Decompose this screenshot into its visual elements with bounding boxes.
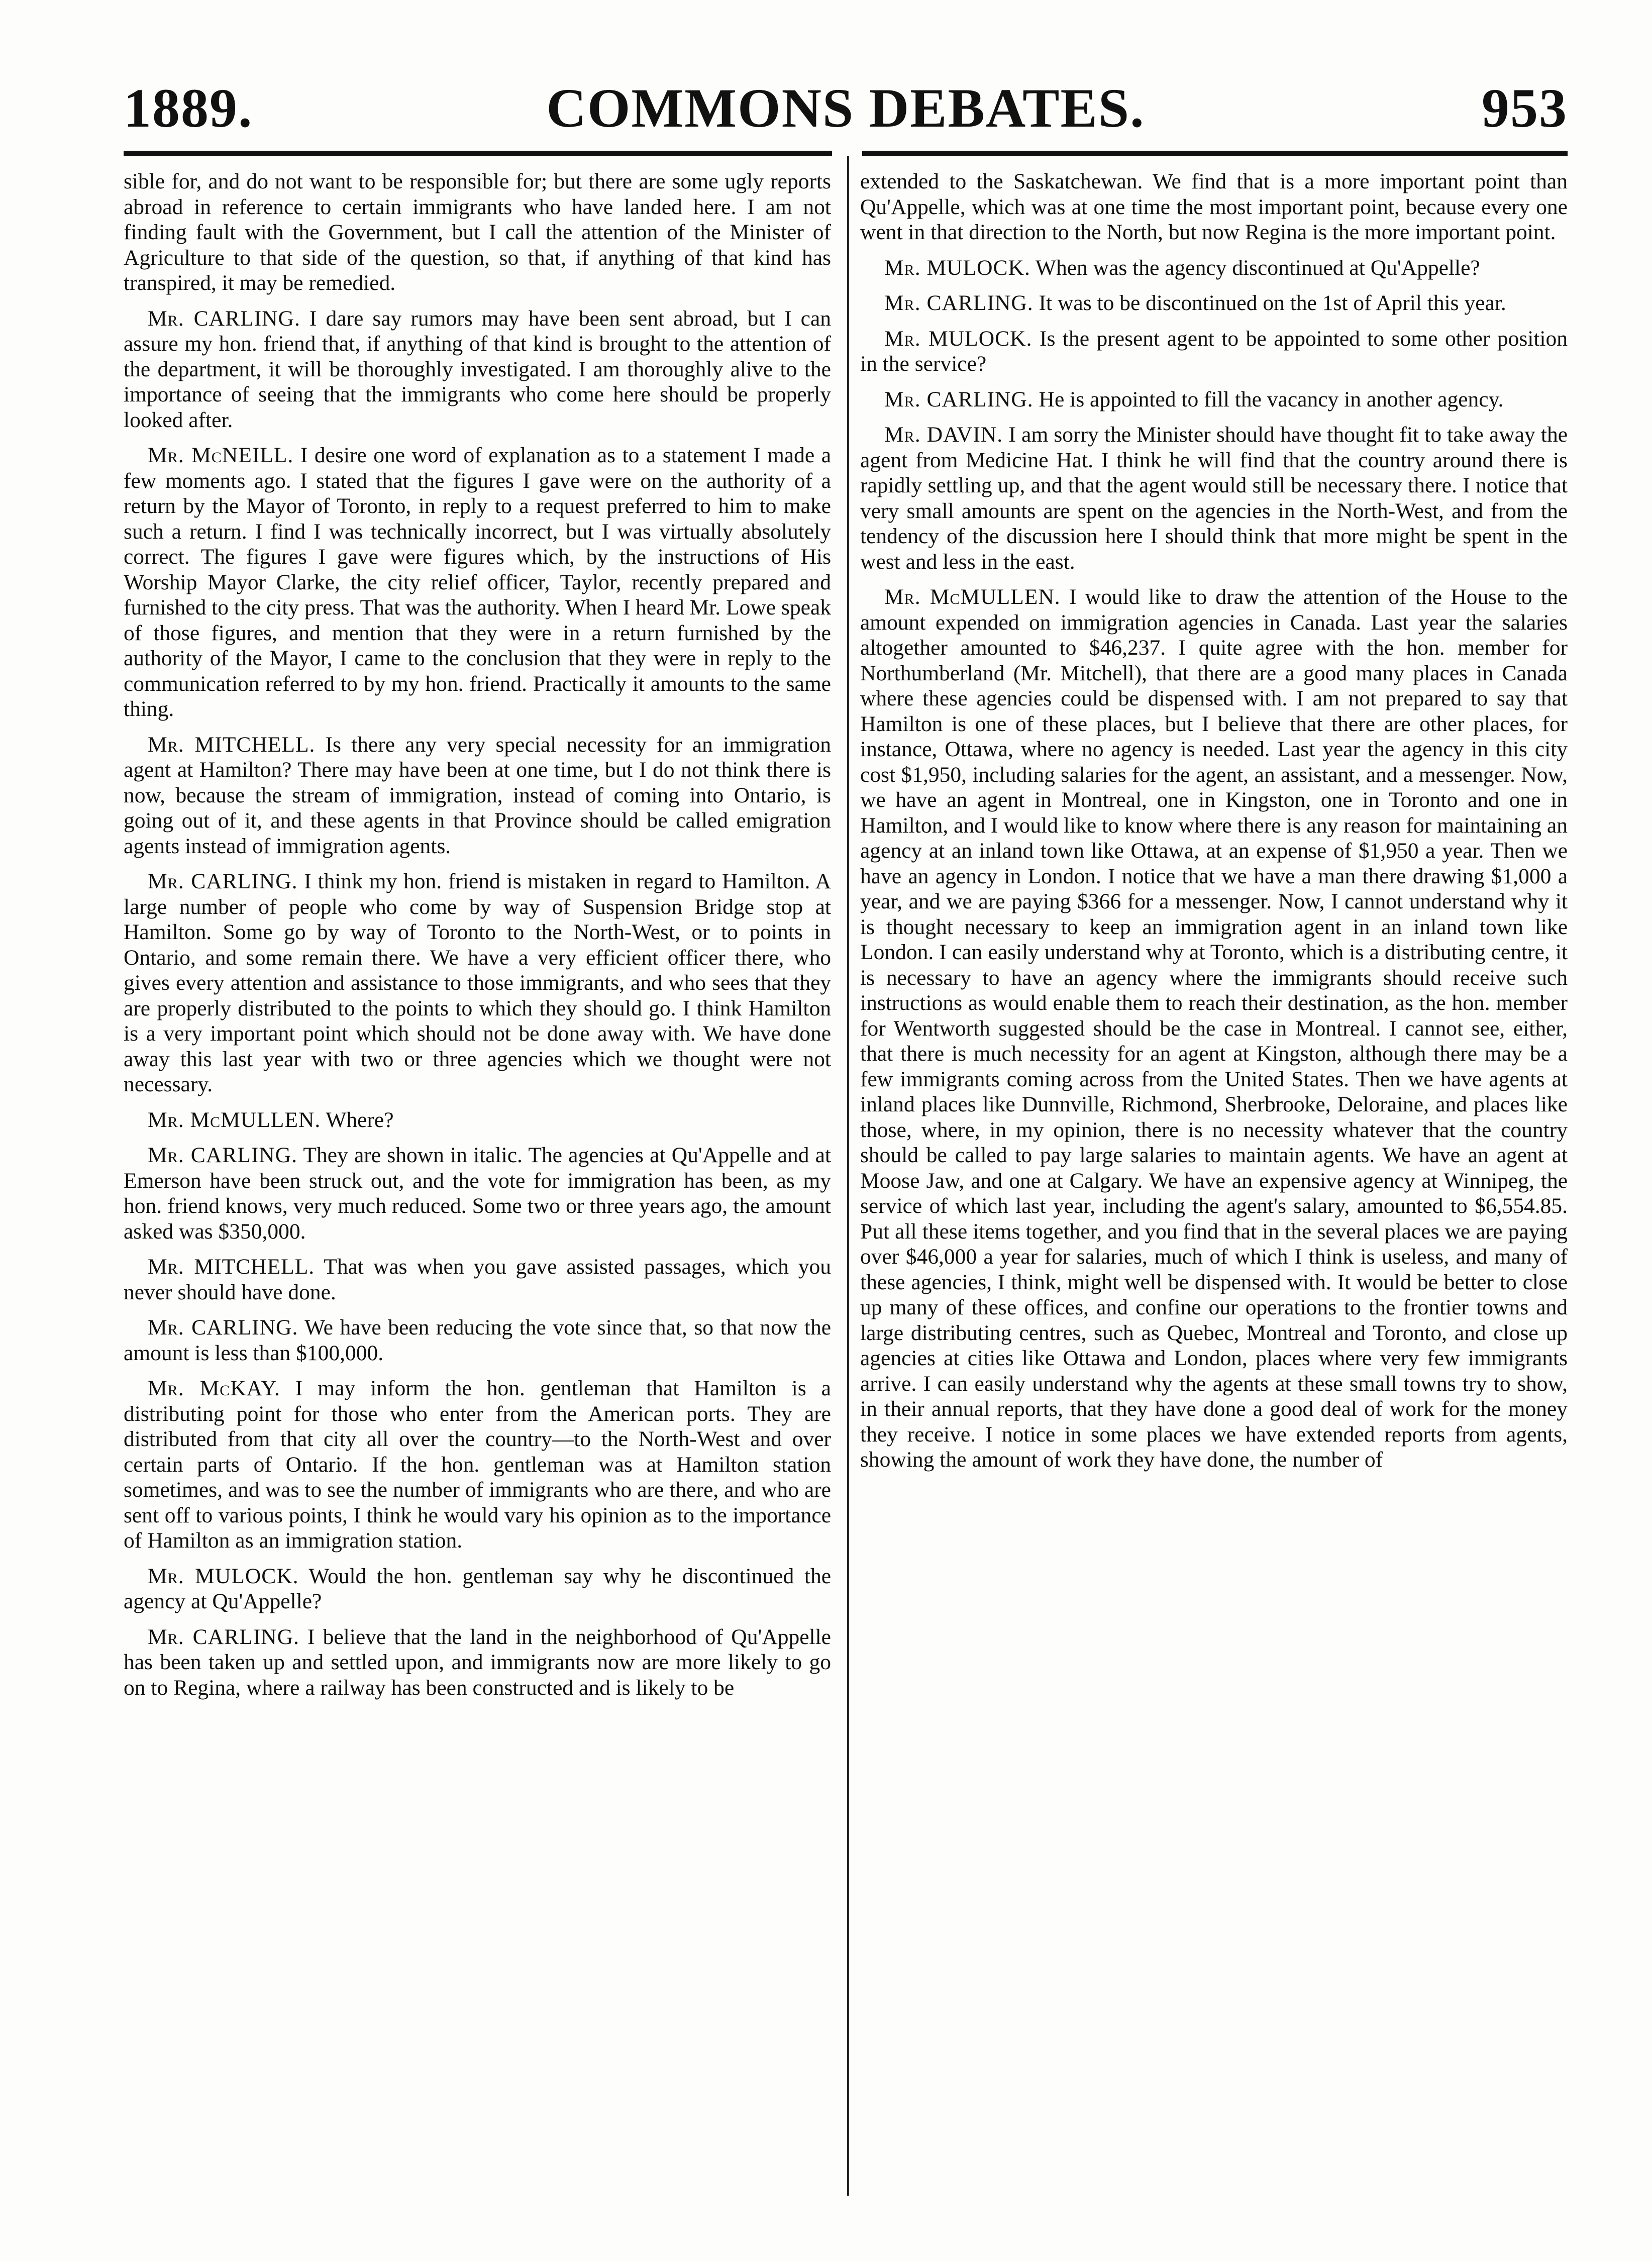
paragraph-text: I am sorry the Minister should have thought fit to take away the agent from Medicine Hat. I think he will find that the country around there is rapidly settling up, and that the agent would still be necessary there. I notice that very small amounts are spent on the agencies in the North-West, and from the tendency of the discussion here I should think that more might be spent in the west and less in the east. (860, 423, 1568, 574)
column-divider (847, 156, 849, 2196)
header-year: 1889. (124, 77, 253, 139)
speaker-name: Mr. CARLING. (884, 387, 1034, 412)
right-column (860, 169, 1568, 1483)
speaker-name: Mr. MULOCK. (148, 1564, 299, 1588)
speaker-name: Mr. McMULLEN. (884, 585, 1061, 609)
speaker-name: Mr. MITCHELL. (148, 1255, 315, 1279)
speaker-name: Mr. McMULLEN. (148, 1107, 321, 1132)
paragraph (860, 387, 1568, 413)
paragraph-text: sible for, and do not want to be responsible for; but there are some ugly reports abroad in reference to certain immigrants who have landed here. I am not finding fault with the Government, but I call the attention of the Minister of Agriculture to that side of the question, so that, if anything of that kind has transpired, it may be remedied. (124, 169, 831, 295)
header-rule-left (124, 151, 832, 156)
speaker-name: Mr. MULOCK. (884, 326, 1032, 351)
header-rule-right (862, 151, 1568, 156)
page-header (124, 75, 1568, 141)
paragraph (124, 1564, 831, 1614)
header-title: COMMONS DEBATES. (546, 77, 1145, 139)
paragraph (124, 1107, 831, 1133)
paragraph-text: They are shown in italic. The agencies at Qu'Appelle and at Emerson have been struck out, and the vote for immigration has been, as my hon. friend knows, very much reduced. Some two or three years ago, the amount asked was $350,000. (124, 1143, 831, 1244)
paragraph-text: I believe that the land in the neighborhood of Qu'Appelle has been taken up and settled upon, and immigrants now are more likely to go on to Regina, where a railway has been constructed and is likely to be (124, 1624, 831, 1700)
speaker-name: Mr. CARLING. (148, 869, 298, 893)
header-page-number: 953 (1482, 77, 1568, 139)
paragraph (124, 1315, 831, 1366)
paragraph (124, 1254, 831, 1305)
speaker-name: Mr. McKAY. (148, 1376, 280, 1400)
speaker-name: Mr. CARLING. (148, 1624, 299, 1649)
paragraph (860, 169, 1568, 245)
paragraph-text: I may inform the hon. gentleman that Hamilton is a distributing point for those who enter from the American ports. They are distributed from that city all over the country—to the North-West and over certain parts of Ontario. If the hon. gentleman was at Hamilton station sometimes, and was to see the number of immigrants who are there, and who are sent off to various points, I think he would vary his opinion as to the importance of Hamilton as an immigration station. (124, 1376, 831, 1553)
speaker-name: Mr. MULOCK. (884, 255, 1030, 280)
paragraph (124, 443, 831, 722)
paragraph-text: He is appointed to fill the vacancy in another agency. (1039, 387, 1504, 412)
paragraph (860, 584, 1568, 1473)
paragraph (124, 169, 831, 296)
paragraph-text: Is the present agent to be appointed to some other position in the service? (860, 326, 1568, 376)
paragraph (124, 1143, 831, 1244)
paragraph-text: extended to the Saskatchewan. We find that is a more important point than Qu'Appelle, which was at one time the most important point, because every one went in that direction to the North, but now Regina is the more important point. (860, 169, 1568, 244)
paragraph-text: We have been reducing the vote since that, so that now the amount is less than $100,000. (124, 1315, 831, 1365)
paragraph-text: That was when you gave assisted passages, which you never should have done. (124, 1255, 831, 1304)
paragraph-text: I desire one word of explanation as to a statement I made a few moments ago. I stated that the figures I gave were on the authority of a return by the Mayor of Toronto, in reply to a request preferred to him to make such a return. I find I was technically incorrect, but I was virtually absolutely correct. The figures I gave were figures which, by the instructions of His Worship Mayor Clarke, the city relief officer, Taylor, recently prepared and furnished to the city press. That was the authority. When I heard Mr. Lowe speak of those figures, and mention that they were in a return furnished by the authority of the Mayor, I came to the conclusion that they were in reply to the communication referred to by my hon. friend. Practically it amounts to the same thing. (124, 443, 832, 721)
speaker-name: Mr. CARLING. (148, 306, 300, 331)
paragraph-text: I would like to draw the attention of the House to the amount expended on immigration agencies in Canada. Last year the salaries altogether amounted to $46,237. I quite agree with the hon. member for Northumberland (Mr. Mitchell), that there are a good many places in Canada where these agencies could be dispensed with. I am not prepared to say that Hamilton is one of these places, but I believe that there are other places, for instance, Ottawa, where no agency is needed. Last year the agency in this city cost $1,950, including salaries for the agent, an assistant, and a messenger. Now, we have an agent in Montreal, one in Kingston, one in Toronto and one in Hamilton, and I would like to know where there is any reason for maintaining an agency at an inland town like Ottawa, at an expense of $1,950 a year. Then we have an agency in London. I notice that we have a man there drawing $1,000 a year, and we are paying $366 for a messenger. Now, I cannot understand why it is thought necessary to keep an immigration agent in an inland town like London. I can easily understand why at Toronto, which is a distributing centre, it is necessary to have an agency where the immigrants should receive such instructions as would enable them to reach their destination, as the hon. member for Wentworth suggested should be the case in Montreal. I cannot see, either, that there is much necessity for an agent at Kingston, although there may be a few immigrants coming across from the United States. Then we have agents at inland places like Dunnville, Richmond, Sherbrooke, Deloraine, and places like those, where, in my opinion, there is no necessity whatever that the country should be called to pay large salaries to maintain agents. We have an agent at Moose Jaw, and one at Calgary. We have an expensive agency at Winnipeg, the service of which last year, including the agent's salary, amounted to $6,554.85. Put all these items together, and you find that in the several places we are paying over $46,000 a year for salaries, much of which I think is useless, and many of these agencies, I think, might well be dispensed with. It would be better to close up many of these offices, and confine our operations to the frontier towns and large distributing centres, such as Quebec, Montreal and Toronto, and close up agencies at cities like Ottawa and London, places where very few immigrants arrive. I can easily understand why the agents at these small towns try to show, in their annual reports, that they have done a good deal of work for the money they receive. I notice in some places we have extended reports from agents, showing the amount of work they have done, the number of (860, 585, 1568, 1472)
paragraph (124, 869, 831, 1097)
paragraph (860, 422, 1568, 574)
paragraph (124, 1376, 831, 1554)
speaker-name: Mr. McNEILL. (148, 443, 294, 467)
speaker-name: Mr. DAVIN. (884, 423, 1003, 447)
left-column (124, 169, 831, 1710)
paragraph-text: Where? (326, 1107, 394, 1132)
paragraph-text: When was the agency discontinued at Qu'Appelle? (1035, 255, 1480, 280)
speaker-name: Mr. MITCHELL. (148, 732, 316, 757)
paragraph (124, 732, 831, 859)
paragraph-text: Would the hon. gentleman say why he discontinued the agency at Qu'Appelle? (124, 1564, 831, 1613)
paragraph-text: Is there any very special necessity for an immigration agent at Hamilton? There may have been at one time, but I do not think there is now, because the stream of immigration, instead of coming into Ontario, is going out of it, and these agents in that Province should be called emigration agents instead of immigration agents. (124, 732, 831, 858)
paragraph (124, 306, 831, 433)
paragraph (860, 255, 1568, 281)
speaker-name: Mr. CARLING. (148, 1315, 298, 1340)
speaker-name: Mr. CARLING. (148, 1143, 297, 1167)
paragraph (860, 326, 1568, 377)
speaker-name: Mr. CARLING. (884, 291, 1034, 315)
paragraph (860, 290, 1568, 316)
paragraph-text: It was to be discontinued on the 1st of April this year. (1039, 291, 1506, 315)
paragraph-text: I think my hon. friend is mistaken in regard to Hamilton. A large number of people who come by way of Suspension Bridge stop at Hamilton. Some go by way of Toronto to the North-West, or to points in Ontario, and some remain there. We have a very efficient officer there, who gives every attention and assistance to those immigrants, and who sees that they are properly distributed to the points to which they should go. I think Hamilton is a very important point which should not be done away with. We have done away this last year with two or three agencies which we thought were not necessary. (124, 869, 831, 1096)
paragraph-text: I dare say rumors may have been sent abroad, but I can assure my hon. friend that, if anything of that kind is brought to the attention of the department, it will be thoroughly investigated. I am thoroughly alive to the importance of seeing that the immigrants who come here should be properly looked after. (124, 306, 831, 432)
paragraph (124, 1624, 831, 1701)
